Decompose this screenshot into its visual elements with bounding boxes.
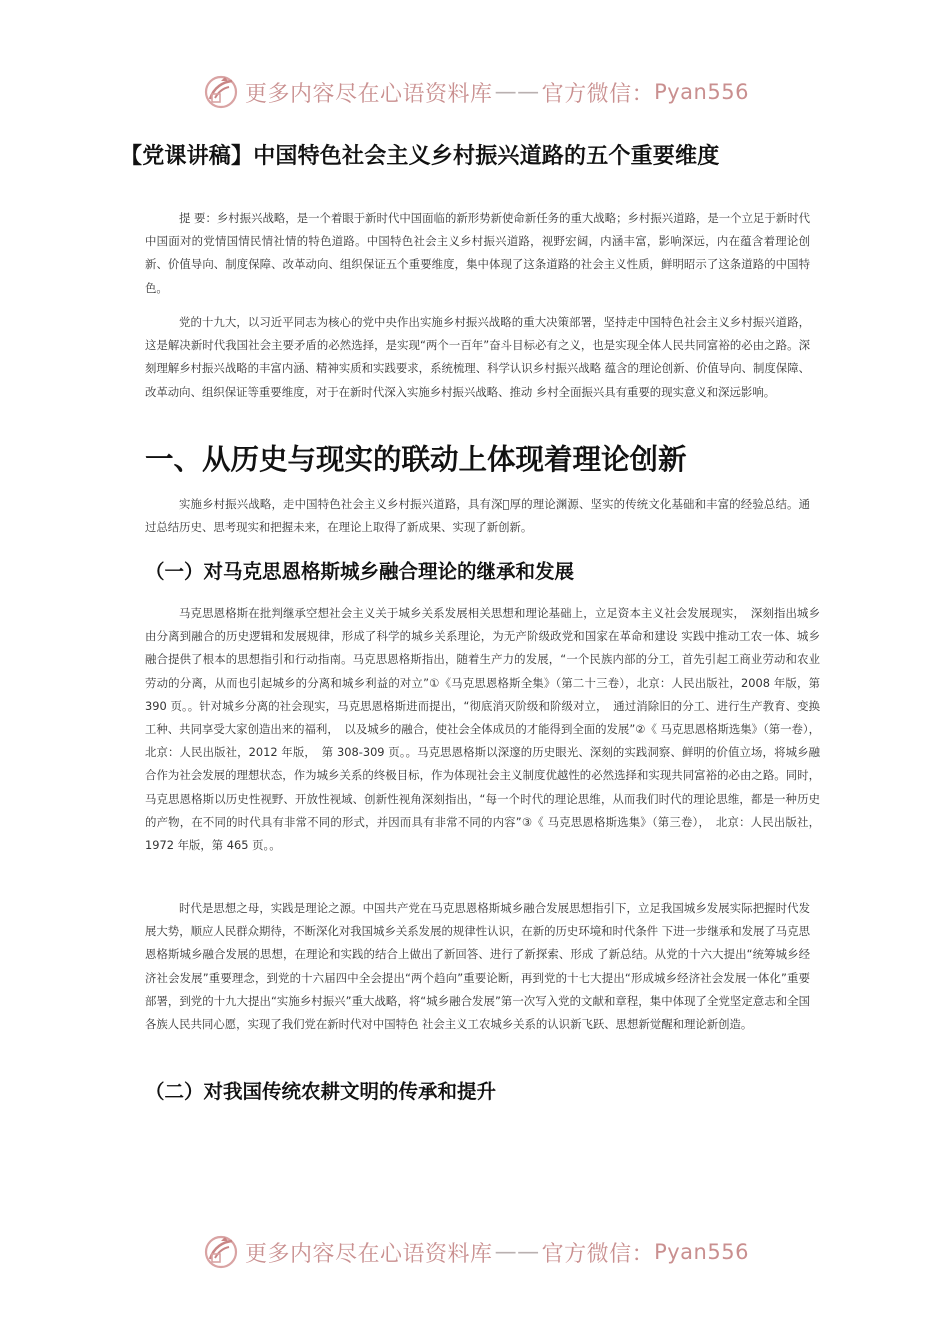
subsection-2-heading: （二）对我国传统农耕文明的传承和提升	[145, 1080, 497, 1103]
watermark-header	[0, 72, 950, 112]
document-title: 【党课讲稿】中国特色社会主义乡村振兴道路的五个重要维度	[120, 144, 720, 169]
xinyu-logo-icon	[201, 72, 241, 112]
watermark-footer	[0, 1232, 950, 1272]
xinyu-logo-icon	[201, 1232, 241, 1272]
watermark-separator: ——	[494, 1239, 540, 1265]
watermark-wechat-label: 官方微信：	[541, 81, 655, 107]
section-1-heading: 一、从历史与现实的联动上体现着理论创新	[145, 443, 687, 476]
watermark-wechat-label: 官方微信：	[541, 1241, 655, 1267]
subsection-1-heading: （一）对马克思恩格斯城乡融合理论的继承和发展	[145, 560, 575, 583]
watermark-wechat-id: Pyan556	[654, 1240, 749, 1264]
abstract-paragraph: 提 要：乡村振兴战略，是一个着眼于新时代中国面临的新形势新使命新任务的重大战略；乡村振兴道路，是一个立足于新时代中国面对的党情国情民情社情的特色道路。中国特色社会主义乡村振兴道路，视野宏阔，内涵丰富，影响深远，内在蕴含着理论创新、价值导向、制度保障、改革动向、组织保证五个重要维度，集中体现了这条道路的社会主义性质，鲜明昭示了这条道路的中国特色。	[145, 211, 810, 295]
watermark-separator: ——	[494, 79, 540, 105]
subsection-1-paragraph-1: 马克思恩格斯在批判继承空想社会主义关于城乡关系发展相关思想和理论基础上，立足资本主义社会发展现实， 深刻指出城乡由分离到融合的历史逻辑和发展规律，形成了科学的城乡关系理论，为无产阶级政党和国家在革命和建设 实践中推动工农一体、城乡融合提供了根本的思想指引和行动指南。马克思恩格斯指出，随着生产力的发展，“一个民族内部的分工，首先引起工商业劳动和农业劳动的分离，从而也引起城乡的分离和城乡利益的对立”①《马克思恩格斯全集》（第二十三卷），北京：人民出版社，2008 年版，第 390 页。。针对城乡分离的社会现实，马克思恩格斯进而提出，“彻底消灭阶级和阶级对立， 通过消除旧的分工、进行生产教育、变换工种、共同享受大家创造出来的福利， 以及城乡的融合，使社会全体成员的才能得到全面的发展”②《 马克思恩格斯选集》（第一卷），北京：人民出版社，2012 年版， 第 308-309 页。。马克思恩格斯以深邃的历史眼光、深刻的实践洞察、鲜明的价值立场，将城乡融合作为社会发展的理想状态，作为城乡关系的终极目标，作为体现社会主义制度优越性的必然选择和实现共同富裕的必由之路。同时，马克思恩格斯以历史性视野、开放性视域、创新性视角深刻指出，“每一个时代的理论思维，从而我们时代的理论思维，都是一种历史的产物，在不同的时代具有非常不同的形式，并因而具有非常不同的内容”③《 马克思恩格斯选集》（第三卷）， 北京：人民出版社，1972 年版，第 465 页。。	[145, 606, 820, 853]
intro-paragraph: 党的十九大，以习近平同志为核心的党中央作出实施乡村振兴战略的重大决策部署，坚持走中国特色社会主义乡村振兴道路，这是解决新时代我国社会主要矛盾的必然选择，是实现“两个一百年”奋斗目标必有之义，也是实现全体人民共同富裕的必由之路。深刻理解乡村振兴战略的丰富内涵、精神实质和实践要求，系统梳理、科学认识乡村振兴战略 蕴含的理论创新、价值导向、制度保障、改革动向、组织保证等重要维度，对于在新时代深入实施乡村振兴战略、推动 乡村全面振兴具有重要的现实意义和深远影响。	[145, 315, 810, 399]
subsection-1-paragraph-2: 时代是思想之母，实践是理论之源。中国共产党在马克思恩格斯城乡融合发展思想指引下，立足我国城乡发展实际把握时代发展大势，顺应人民群众期待，不断深化对我国城乡关系发展的规律性认识，在新的历史环境和时代条件 下进一步继承和发展了马克思恩格斯城乡融合发展的思想，在理论和实践的结合上做出了新回答、进行了新探索、形成 了新总结。从党的十六大提出“统筹城乡经济社会发展”重要理念，到党的十六届四中全会提出“两个趋向”重要论断，再到党的十七大提出“形成城乡经济社会发展一体化”重要部署，到党的十九大提出“实施乡村振兴”重大战略，将“城乡融合发展”第一次写入党的文献和章程，集中体现了全党坚定意志和全国各族人民共同心愿，实现了我们党在新时代对中国特色 社会主义工农城乡关系的认识新飞跃、思想新觉醒和理论新创造。	[145, 901, 810, 1032]
section-1-paragraph: 实施乡村振兴战略，走中国特色社会主义乡村振兴道路，具有深 厚的理论渊源、坚实的传统文化基础和丰富的经验总结。通过总结历史、思考现实和把握未来，在理论上取得了新成果、实现了新创新。	[145, 497, 810, 535]
watermark-brand: 更多内容尽在心语资料库	[245, 1241, 493, 1267]
watermark-brand: 更多内容尽在心语资料库	[245, 81, 493, 107]
watermark-wechat-id: Pyan556	[654, 80, 749, 104]
